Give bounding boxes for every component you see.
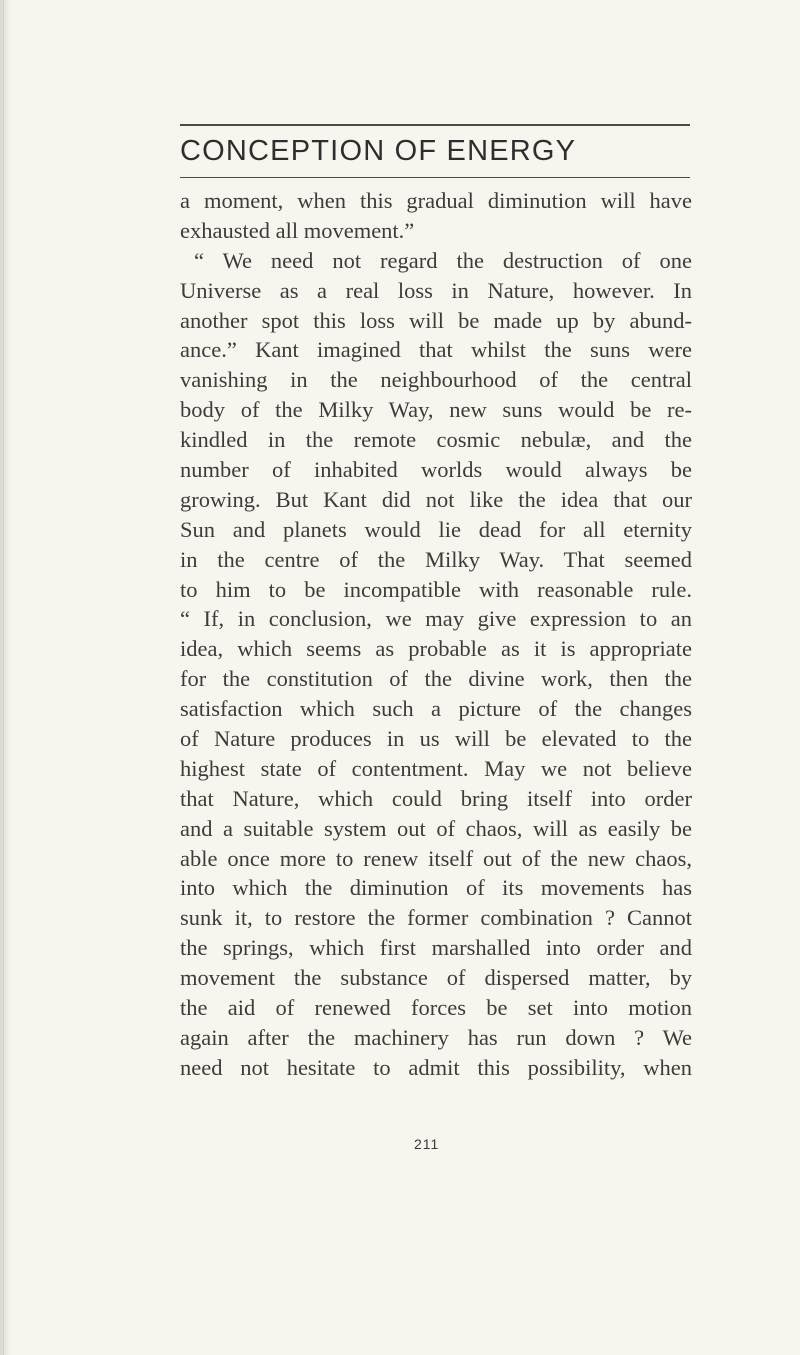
- header-rule-bottom: [180, 177, 690, 178]
- text-line: a moment, when this gradual diminution will have: [180, 188, 692, 213]
- text-line: Universe as a real loss in Nature, however. In: [180, 277, 692, 303]
- header-rule-top: [180, 124, 690, 126]
- book-gutter-edge: [3, 0, 4, 1355]
- text-line: idea, which seems as probable as it is appropriate: [180, 636, 692, 662]
- text-line: need not hesitate to admit this possibility, when: [180, 1054, 692, 1080]
- text-line: “ We need not regard the destruction of one: [194, 247, 692, 273]
- text-line: highest state of contentment. May we not believe: [180, 755, 692, 781]
- text-line: in the centre of the Milky Way. That seemed: [180, 546, 692, 572]
- text-line: kindled in the remote cosmic nebulæ, and the: [180, 427, 692, 453]
- text-line: another spot this loss will be made up by abund-: [180, 307, 692, 333]
- text-line: exhausted all movement.”: [180, 217, 415, 243]
- page-number: 211: [414, 1136, 440, 1152]
- text-line: of Nature produces in us will be elevated to the: [180, 726, 692, 752]
- text-line: able once more to renew itself out of the new chaos,: [180, 845, 692, 871]
- text-line: ance.” Kant imagined that whilst the suns were: [180, 337, 692, 363]
- text-line: movement the substance of dispersed matter, by: [180, 965, 692, 991]
- text-line: satisfaction which such a picture of the changes: [180, 696, 692, 722]
- text-line: vanishing in the neighbourhood of the central: [180, 367, 692, 393]
- text-line: Sun and planets would lie dead for all eternity: [180, 516, 692, 542]
- text-line: that Nature, which could bring itself into order: [180, 785, 692, 811]
- text-line: the aid of renewed forces be set into motion: [180, 995, 692, 1021]
- running-head: CONCEPTION OF ENERGY: [180, 135, 577, 167]
- text-line: body of the Milky Way, new suns would be re-: [180, 397, 692, 423]
- text-line: sunk it, to restore the former combination ? Cannot: [180, 905, 692, 931]
- text-line: “ If, in conclusion, we may give expression to an: [180, 606, 692, 632]
- text-line: and a suitable system out of chaos, will as easily be: [180, 815, 692, 841]
- body-text: [180, 186, 692, 1083]
- text-line: again after the machinery has run down ? We: [180, 1024, 692, 1050]
- text-line: number of inhabited worlds would always be: [180, 457, 692, 483]
- text-line: into which the diminution of its movements has: [180, 875, 692, 901]
- text-line: for the constitution of the divine work, then the: [180, 666, 692, 692]
- book-gutter-shadow: [0, 0, 12, 1355]
- text-line: the springs, which first marshalled into order and: [180, 935, 692, 961]
- text-line: to him to be incompatible with reasonable rule.: [180, 576, 692, 602]
- text-line: growing. But Kant did not like the idea that our: [180, 486, 692, 512]
